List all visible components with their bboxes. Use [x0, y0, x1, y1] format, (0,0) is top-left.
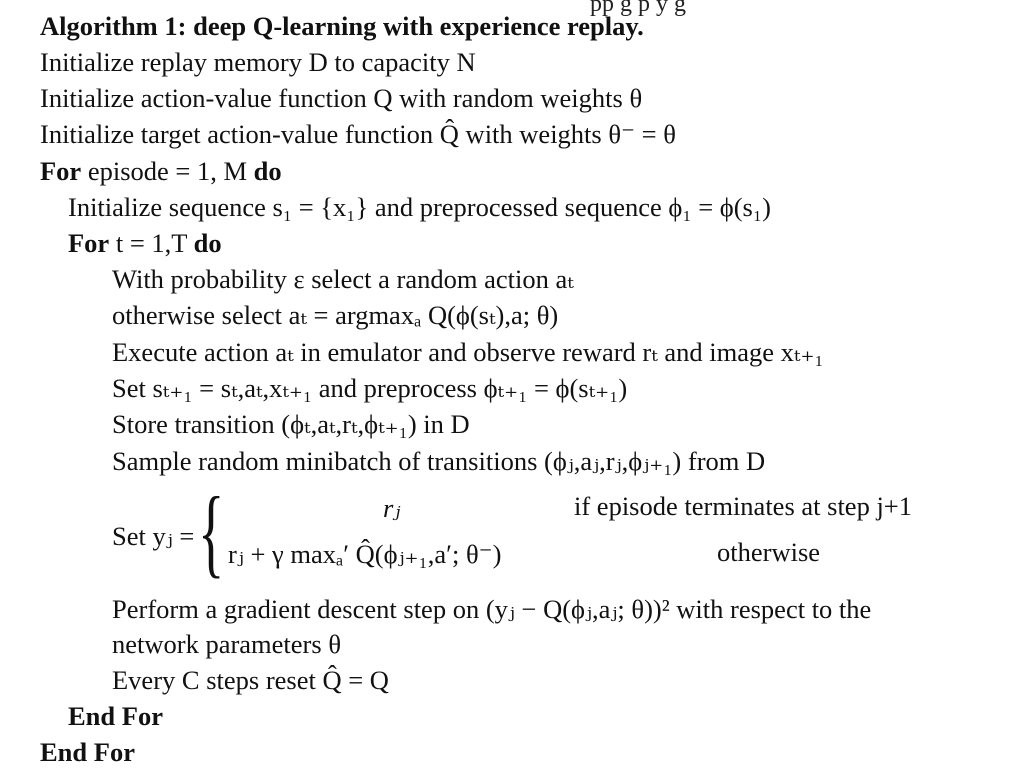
clipped-text-top: pp g p y g [590, 0, 686, 17]
init-target-action-value-line: Initialize target action-value function Q̂ with weights θ⁻ = θ [40, 119, 676, 149]
end-for-inner: End For [68, 701, 163, 731]
select-random-action-line: With probability ε select a random action aₜ [112, 264, 574, 294]
case2-expression: rⱼ + γ maxₐ′ Q̂(ϕⱼ₊₁,a′; θ⁻) [228, 539, 502, 569]
do-keyword: do [253, 156, 282, 186]
init-replay-memory-line: Initialize replay memory D to capacity N [40, 47, 476, 77]
for-episode-line [40, 154, 282, 188]
network-parameters-line: network parameters θ [112, 629, 342, 659]
for-keyword: For [68, 228, 110, 258]
case1-expression: rⱼ [383, 493, 401, 523]
algorithm-title: Algorithm 1: deep Q-learning with experience replay. [40, 11, 644, 41]
init-action-value-line: Initialize action-value function Q with random weights θ [40, 83, 643, 113]
store-transition-line: Store transition (ϕₜ,aₜ,rₜ,ϕₜ₊₁) in D [112, 409, 470, 439]
do-keyword: do [193, 228, 222, 258]
for-t-line [68, 226, 222, 260]
for-episode-range: episode = 1, M [87, 156, 248, 186]
set-y-label: Set yⱼ = [112, 521, 195, 551]
execute-action-line: Execute action aₜ in emulator and observe reward rₜ and image xₜ₊₁ [112, 337, 824, 367]
gradient-descent-line: Perform a gradient descent step on (yⱼ − Q(ϕⱼ,aⱼ; θ))² with respect to the [112, 594, 872, 624]
for-t-range: t = 1,T [115, 228, 187, 258]
sample-minibatch-line: Sample random minibatch of transitions (ϕⱼ,aⱼ,rⱼ,ϕⱼ₊₁) from D [112, 446, 766, 476]
select-argmax-action-line: otherwise select aₜ = argmaxₐ Q(ϕ(sₜ),a; θ) [112, 300, 559, 330]
reset-target-line: Every C steps reset Q̂ = Q [112, 665, 389, 695]
init-sequence-line: Initialize sequence s₁ = {x₁} and preprocessed sequence ϕ₁ = ϕ(s₁) [68, 192, 771, 222]
cases-brace: { [198, 476, 225, 587]
case1-condition: if episode terminates at step j+1 [574, 491, 913, 521]
for-keyword: For [40, 156, 82, 186]
case2-condition: otherwise [717, 537, 821, 567]
end-for-outer: End For [40, 737, 135, 767]
set-state-preprocess-line: Set sₜ₊₁ = sₜ,aₜ,xₜ₊₁ and preprocess ϕₜ₊₁ = ϕ(sₜ₊₁) [112, 373, 628, 403]
